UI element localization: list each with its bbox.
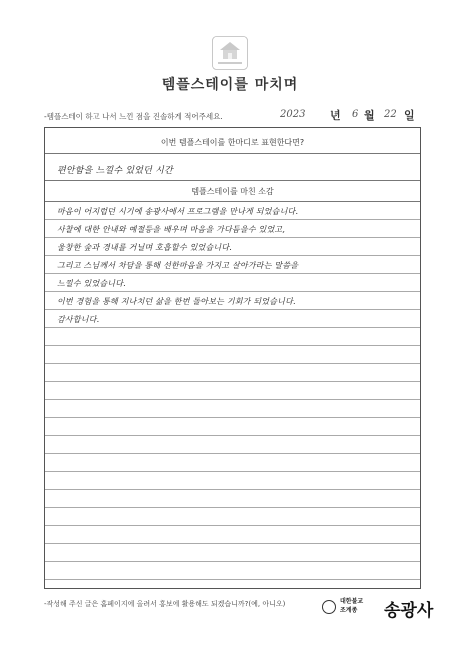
- answer1-text[interactable]: 편안함을 느낄수 있었던 시간: [57, 166, 173, 176]
- divider: [45, 153, 420, 154]
- ruled-line: [45, 237, 420, 238]
- seal-temple-name: 송광사: [384, 601, 434, 621]
- ruled-line: [45, 561, 420, 562]
- date-year-value: 2023: [280, 109, 306, 120]
- ruled-line: [45, 309, 420, 310]
- date-day-unit: 일: [404, 109, 415, 122]
- date-field: [280, 104, 420, 124]
- ruled-line: [45, 399, 420, 400]
- ruled-line: [45, 525, 420, 526]
- reflection-line: 이번 경험을 통해 지나치던 삶을 한번 돌아보는 기회가 되었습니다.: [57, 297, 296, 306]
- ruled-line: [45, 327, 420, 328]
- ruled-line: [45, 471, 420, 472]
- ruled-line: [45, 543, 420, 544]
- seal-emblem-icon: [322, 600, 336, 614]
- ruled-line: [45, 381, 420, 382]
- instruction-text: -템플스테이 하고 나서 느낀 점을 진솔하게 적어주세요.: [44, 112, 223, 121]
- ruled-line: [45, 453, 420, 454]
- date-year-unit: 년: [330, 109, 341, 122]
- seal-line1: 대한불교: [340, 598, 364, 605]
- ruled-line: [45, 435, 420, 436]
- reflection-line: 느낄수 있었습니다.: [57, 279, 126, 288]
- consent-question: -작성해 주신 글은 홈페이지에 올려서 홍보에 활용해도 되겠습니까?(예, 아니오): [44, 600, 286, 608]
- temple-logo-icon: [212, 36, 248, 70]
- ruled-line: [45, 273, 420, 274]
- date-month-unit: 월: [364, 109, 375, 122]
- ruled-line: [45, 219, 420, 220]
- ruled-line: [45, 363, 420, 364]
- reflection-line: 울창한 숲과 경내를 거닐며 호흡할수 있었습니다.: [57, 243, 233, 252]
- reflection-form: [44, 127, 421, 589]
- date-day-value: 22: [384, 109, 397, 120]
- reflection-line: 감사합니다.: [57, 315, 100, 324]
- ruled-line: [45, 291, 420, 292]
- divider: [45, 180, 420, 181]
- ruled-line: [45, 507, 420, 508]
- ruled-line: [45, 345, 420, 346]
- page-title: 템플스테이를 마치며: [161, 77, 299, 93]
- ruled-line: [45, 417, 420, 418]
- ruled-line: [45, 255, 420, 256]
- reflection-line: 사찰에 대한 안내와 예절등을 배우며 마음을 가다듬을수 있었고,: [57, 225, 286, 234]
- question1-label: 이번 템플스테이를 한마디로 표현한다면?: [160, 138, 305, 147]
- ruled-line: [45, 489, 420, 490]
- seal-line2: 조계종: [340, 607, 358, 614]
- date-month-value: 6: [352, 109, 359, 120]
- reflection-line: 그리고 스님께서 차담을 통해 선한마음을 가지고 살아가라는 말씀을: [57, 261, 299, 270]
- section2-title: 템플스테이를 마친 소감: [191, 187, 274, 196]
- ruled-line: [45, 579, 420, 580]
- reflection-line: 마음이 어지럽던 시기에 송광사에서 프로그램을 만나게 되었습니다.: [57, 207, 299, 216]
- divider: [45, 201, 420, 202]
